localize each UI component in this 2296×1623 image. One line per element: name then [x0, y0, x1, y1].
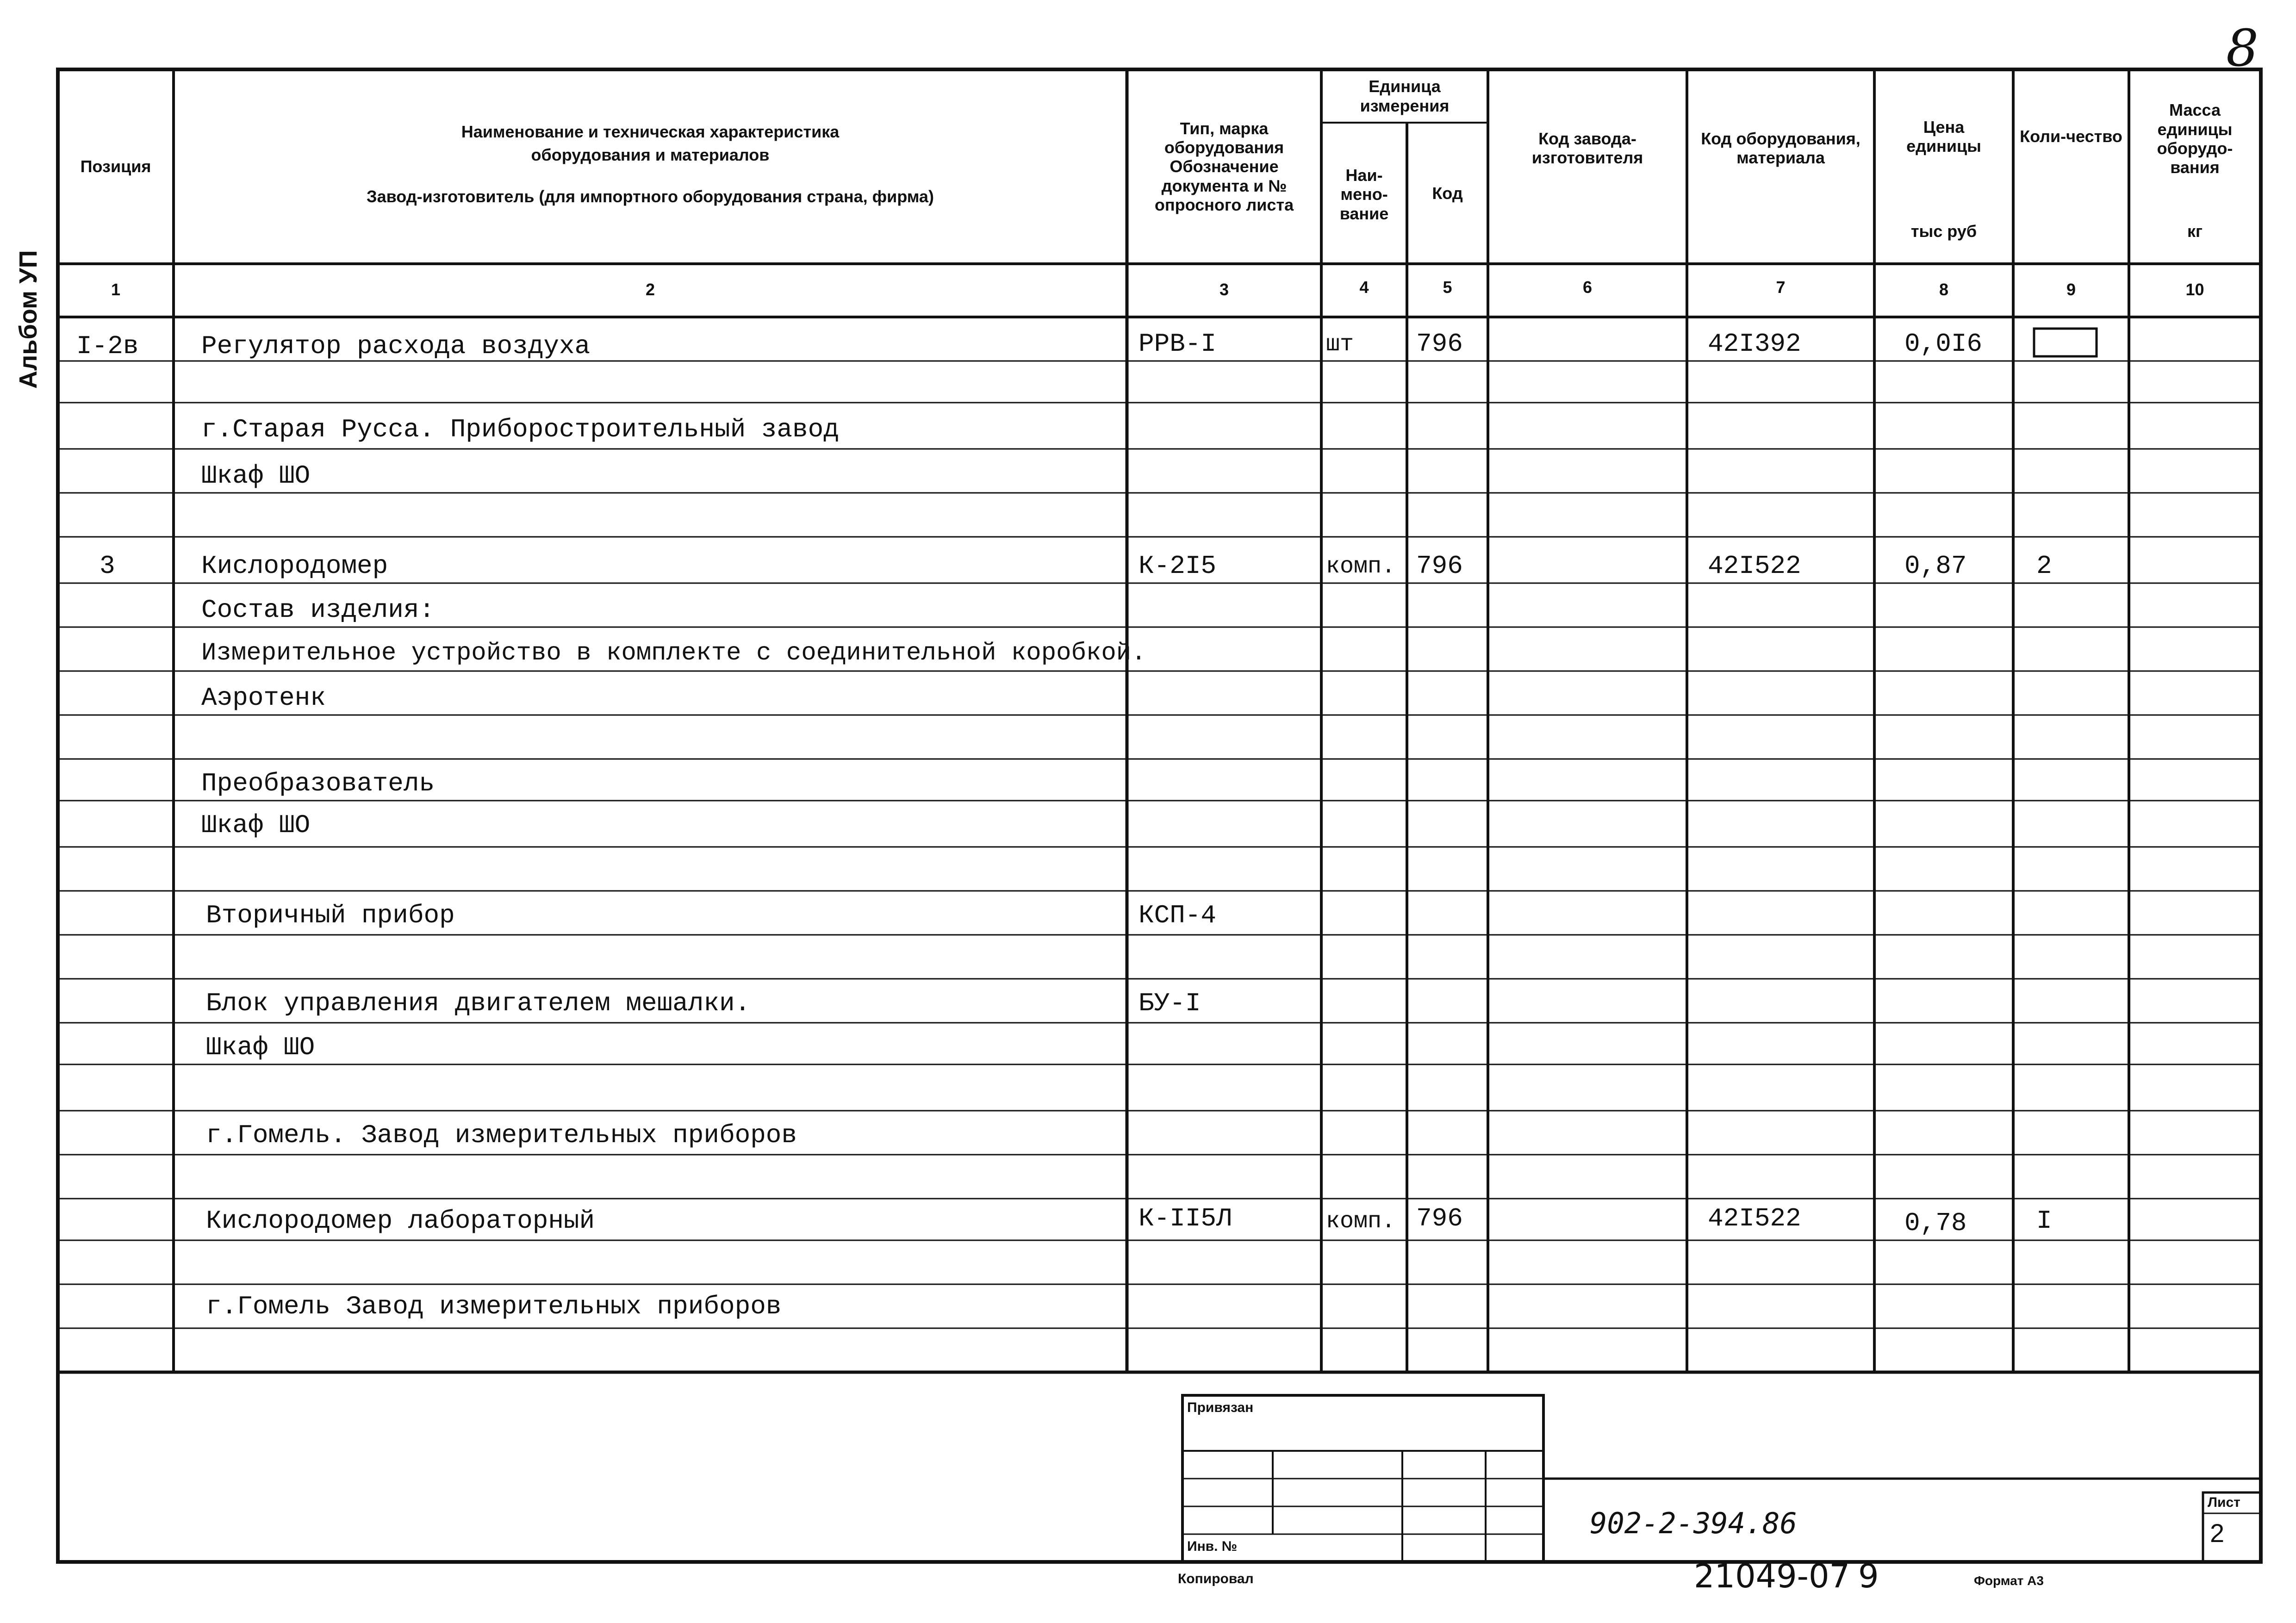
row-4-type: К-2I5: [1139, 551, 1217, 581]
row-13-name: г.Гомель. Завод измерительных приборов: [206, 1120, 797, 1150]
header-mass-unit: кг: [2187, 222, 2203, 241]
row-4-price: 0,87: [1904, 551, 1967, 581]
row-14-quantity: I: [2036, 1206, 2052, 1236]
row-14-material: 42I522: [1708, 1204, 1801, 1233]
colnum-4: 4: [1359, 278, 1369, 297]
colnum-10: 10: [2185, 280, 2204, 299]
row-1-unit: шт: [1326, 331, 1354, 358]
header-material-code: Код оборудования, материала: [1701, 129, 1860, 167]
row-12-name: Шкаф ШО: [206, 1032, 315, 1062]
document-code: 902-2-394.86: [1590, 1506, 1797, 1540]
row-5-name: Состав изделия:: [201, 595, 435, 625]
colnum-9: 9: [2066, 280, 2076, 299]
row-1-price: 0,0I6: [1904, 329, 1983, 359]
row-4-unit: комп.: [1326, 553, 1396, 580]
row-15-name: г.Гомель Завод измерительных приборов: [206, 1292, 782, 1321]
row-8-name: Преобразователь: [201, 769, 435, 798]
row-14-type: К-II5Л: [1139, 1204, 1232, 1233]
header-unit-code: Код: [1432, 183, 1463, 203]
row-3-name: Шкаф ШО: [201, 461, 311, 491]
header-name-line3: Завод-изготовитель (для импортного оборудования страна, фирма): [367, 187, 934, 206]
row-10-type: КСП-4: [1139, 901, 1217, 930]
row-1-code: 796: [1416, 329, 1463, 359]
header-maker-code: Код завода-изготовителя: [1531, 129, 1643, 167]
row-11-name: Блок управления двигателем мешалки.: [206, 989, 751, 1018]
header-price: Цена единицы: [1906, 117, 1981, 155]
album-side-label: Альбом УП: [14, 250, 42, 389]
page-mark: 8: [2226, 19, 2259, 78]
header-position: Позиция: [80, 157, 151, 176]
header-name-line1: Наименование и техническая характеристика: [461, 122, 840, 142]
header-mass: Масса единицы оборудо-вания: [2157, 100, 2233, 177]
format-label: Формат А3: [1974, 1573, 2044, 1588]
header-unit-group: Единица измерения: [1360, 77, 1450, 115]
row-6-name: Измерительное устройство в комплекте с соединительной коробкой.: [201, 639, 1146, 667]
row-4-position: 3: [100, 551, 115, 581]
row-14-unit: комп.: [1326, 1208, 1396, 1235]
copied-label: Копировал: [1178, 1571, 1254, 1586]
header-unit-name: Наи-мено-вание: [1339, 165, 1389, 223]
row-14-name: Кислородомер лабораторный: [206, 1206, 595, 1236]
row-1-position: I-2в: [76, 331, 139, 361]
archive-number: 21049-07: [1694, 1557, 1850, 1595]
row-2-name: г.Старая Русса. Приборостроительный завод: [201, 415, 839, 444]
colnum-6: 6: [1582, 278, 1593, 297]
colnum-5: 5: [1443, 278, 1452, 297]
archive-sheet: 9: [1858, 1557, 1879, 1595]
row-1-material: 42I392: [1708, 329, 1801, 359]
inventory-label: Инв. №: [1187, 1539, 1238, 1554]
colnum-7: 7: [1776, 278, 1786, 297]
row-4-name: Кислородомер: [201, 551, 388, 581]
row-1-type: РРВ-I: [1139, 329, 1217, 359]
colnum-8: 8: [1939, 280, 1949, 299]
row-4-material: 42I522: [1708, 551, 1801, 581]
row-1-name: Регулятор расхода воздуха: [201, 331, 591, 361]
row-4-quantity: 2: [2036, 551, 2052, 581]
row-9-name: Шкаф ШО: [201, 810, 311, 840]
row-11-type: БУ-I: [1139, 989, 1201, 1018]
attached-label: Привязан: [1187, 1400, 1254, 1415]
header-quantity: Коли-чество: [2020, 127, 2122, 146]
header-price-unit: тыс руб: [1910, 222, 1977, 241]
header-type: Тип, марка оборудования Обозначение документа и № опросного листа: [1154, 118, 1294, 215]
colnum-2: 2: [645, 280, 655, 299]
header-name-line2: оборудования и материалов: [531, 145, 770, 165]
colnum-3: 3: [1219, 280, 1229, 299]
row-10-name: Вторичный прибор: [206, 901, 455, 930]
row-4-code: 796: [1416, 551, 1463, 581]
row-14-code: 796: [1416, 1204, 1463, 1233]
colnum-1: 1: [111, 280, 121, 299]
row-7-name: Аэротенк: [201, 683, 326, 713]
sheet-label: Лист: [2208, 1495, 2240, 1510]
sheet-number: 2: [2210, 1518, 2225, 1548]
row-14-price: 0,78: [1904, 1208, 1967, 1238]
